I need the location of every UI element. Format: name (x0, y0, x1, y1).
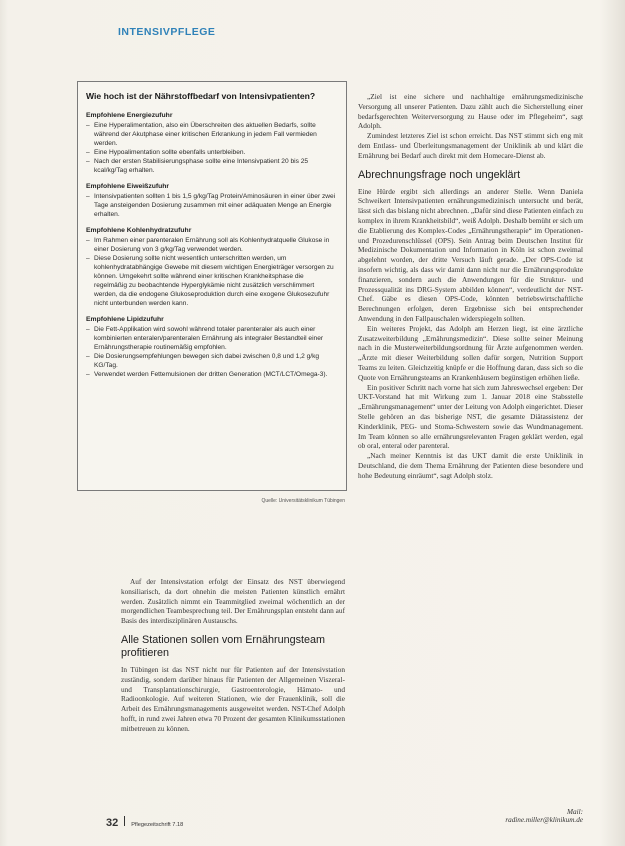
body-paragraph: Auf der Intensivstation erfolgt der Einsatz des NST überwiegend konsiliarisch, da dort ohnehin die meisten Patienten künstlich ernährt werden. Zusätzlich nimmt ein Teammitglied zweimal wöchentlich an der morgendlichen Teambesprechung teil. Der Ernährungsplan entsteht dann auf Basis des interdisziplinären Austauschs. (121, 577, 345, 626)
footer-divider (124, 816, 125, 826)
info-section-heading: Empfohlene Kohlenhydratzufuhr (86, 227, 192, 234)
info-section-lipid (86, 315, 338, 379)
body-paragraph: Ein weiteres Projekt, das Adolph am Herzen liegt, ist eine ärztliche Zusatzweiterbildung „Ernährungsmedizin“. Diese sollte seiner Meinung nach in die Musterweiterbildungsordnung für Ärzte aufgenommen werden. „Ärzte mit dieser Weiterbildung sollen dafür sorgen, Nutrition Support Teams zu leiten. Gleichzeitig knüpfe er die Hoffnung daran, dass sich so die Quote von Ernährungsteams an Krankenhäusern begünstigen erhöhen ließe. (358, 323, 583, 382)
info-section-energy (86, 111, 338, 175)
page-number: 32 (106, 817, 119, 829)
info-list-item: – Die Fett-Applikation wird sowohl während totaler parenteraler als auch einer kombinierten enteralen/parenteralen Ernährung als integraler Bestandteil einer Ernährungstherapie routinemäßig empfohlen. (86, 325, 338, 352)
author-contact: Mail: radine.miller@klinikum.de (505, 808, 583, 824)
info-list-item: – Verwendet werden Fettemulsionen der dritten Generation (MCT/LCT/Omega-3). (86, 370, 338, 379)
info-list-item: – Im Rahmen einer parenteralen Ernährung soll als Kohlenhydratquelle Glukose in einer Dosierung von 3 g/kg/Tag verwendet werden. (86, 236, 338, 254)
info-box (77, 81, 347, 491)
info-list-item: – Die Dosierungsempfehlungen bewegen sich dabei zwischen 0,8 und 1,2 g/kg KG/Tag. (86, 352, 338, 370)
info-section-carbohydrate (86, 226, 338, 308)
page-footer (106, 816, 183, 829)
info-box-title: Wie hoch ist der Nährstoffbedarf von Intensivpatienten? (86, 91, 316, 101)
subheading: Abrechnungsfrage noch ungeklärt (358, 168, 521, 181)
article-column-right (358, 92, 583, 480)
body-paragraph: Eine Hürde ergibt sich allerdings an anderer Stelle. Wenn Daniela Schweikert Intensivpatienten ernährungsmedizinisch untersucht und berät, lässt sich das bislang nicht abrechnen. „Dafür sind diese Patienten einfach zu komplex in ihrem Krankheitsbild“, weiß Adolph. Deshalb bemüht er sich um die Etablierung des Komplex-Codes „Ernährungstherapie“ im Operationen- und Prozedurenschlüssel (OPS). Sein Antrag beim Deutschen Institut für Medizinische Dokumentation und Information in Köln ist schon zweimal abgelehnt worden, der dritte Versuch läuft gerade. „Der OPS-Code ist insofern wichtig, als dass wir damit dann nicht nur die Ernährungsprodukte finanzieren, sondern auch die Anwendungen für die Struktur- und Prozessqualität ins DRG-System abbilden können“, verdeutlicht der NST-Chef. Gäbe es diesen OPS-Code, könnten betriebswirtschaftliche Berechnungen erfolgen, deren Ergebnisse sich bei entsprechender Anwendung in den Fallpauschalen widerspiegeln sollten. (358, 186, 583, 323)
body-paragraph: In Tübingen ist das NST nicht nur für Patienten auf der Intensivstation zuständig, sondern darüber hinaus für Patienten der Allgemeinen Viszeral- und Transplantationschirurgie, Gastroenterologie, Hämato- und Radioonkologie. Auf weiteren Stationen, wie der Frauenklinik, soll die Arbeit des Ernährungsmanagements ausgeweitet werden. NST-Chef Adolph hofft, in rund zwei Jahren etwa 70 Prozent der gesamten Klinikumsstationen mitbetreuen zu können. (121, 664, 345, 733)
info-section-heading: Empfohlene Lipidzufuhr (86, 316, 164, 323)
body-paragraph: „Ziel ist eine sichere und nachhaltige ernährungsmedizinische Versorgung all unserer Patienten. Dazu zählt auch die Sicherstellung einer bedarfsgerechten Weiterversorgung zu Hause oder im Pflegeheim“, sagt Adolph. (358, 92, 583, 131)
info-section-protein (86, 182, 338, 219)
info-list-item: – Diese Dosierung sollte nicht wesentlich unterschritten werden, um kohlenhydratabhängige Gewebe mit diesem wichtigen Energieträger versorgen zu können. Umgekehrt sollte während einer kritischen Krankheitsphase die regelmäßig zu beobachtende Hyperglykämie nicht zusätzlich verschlimmert werden, da die endogene Glukoseproduktion durch eine exogene Glukosezufuhr nicht unterbunden werden kann. (86, 254, 338, 308)
article-column-left (121, 577, 345, 734)
subheading: Alle Stationen sollen vom Ernährungsteam profitieren (121, 633, 326, 659)
info-section-heading: Empfohlene Eiweißzufuhr (86, 183, 170, 190)
body-paragraph: „Nach meiner Kenntnis ist das UKT damit die erste Uniklinik in Deutschland, die dem Thema Ernährung der Patienten diese besondere und hohe Bedeutung einräumt“, sagt Adolph stolz. (358, 451, 583, 480)
journal-name: Pflegezeitschrift 7.18 (131, 822, 184, 828)
info-list-item: – Nach der ersten Stabilisierungsphase sollte eine Intensivpatient 20 bis 25 kcal/kg/Tag erhalten. (86, 157, 338, 175)
info-box-source: Quelle: Universitätsklinikum Tübingen (261, 498, 345, 504)
info-list-item: – Eine Hypoalimentation sollte ebenfalls unterbleiben. (86, 148, 338, 157)
section-label: INTENSIVPFLEGE (118, 26, 216, 38)
info-section-heading: Empfohlene Energiezufuhr (86, 112, 173, 119)
info-list-item: – Intensivpatienten sollten 1 bis 1,5 g/kg/Tag Protein/Aminosäuren in einer über zwei Tage ansteigenden Dosierung zusammen mit einer adäquaten Menge an Energie erhalten. (86, 192, 338, 219)
body-paragraph: Ein positiver Schritt nach vorne hat sich zum Jahreswechsel ergeben: Der UKT-Vorstand hat mit Wirkung zum 1. Januar 2018 eine Stabsstelle „Ernährungsmanagement“ unter der Leitung von Adolph eingerichtet. Dieser Stelle gehören an das bisherige NST, die gesamte Diätassistenz der Kinderklinik, PEG- und Stoma-Schwestern sowie das Wundmanagement. Im Team können so alle ernährungsrelevanten Fragen geklärt werden, egal ob oral, enteral oder parenteral. (358, 382, 583, 451)
info-list-item: – Eine Hyperalimentation, also ein Überschreiten des aktuellen Bedarfs, sollte während der Akutphase einer kritischen Erkrankung in jedem Fall vermieden werden. (86, 121, 338, 148)
body-paragraph: Zumindest letzteres Ziel ist schon erreicht. Das NST stimmt sich eng mit dem Entlass- und Überleitungsmanagement der Uniklinik ab und klärt die Ernährung bei Bedarf auch direkt mit dem Homecare-Dienst ab. (358, 131, 583, 160)
